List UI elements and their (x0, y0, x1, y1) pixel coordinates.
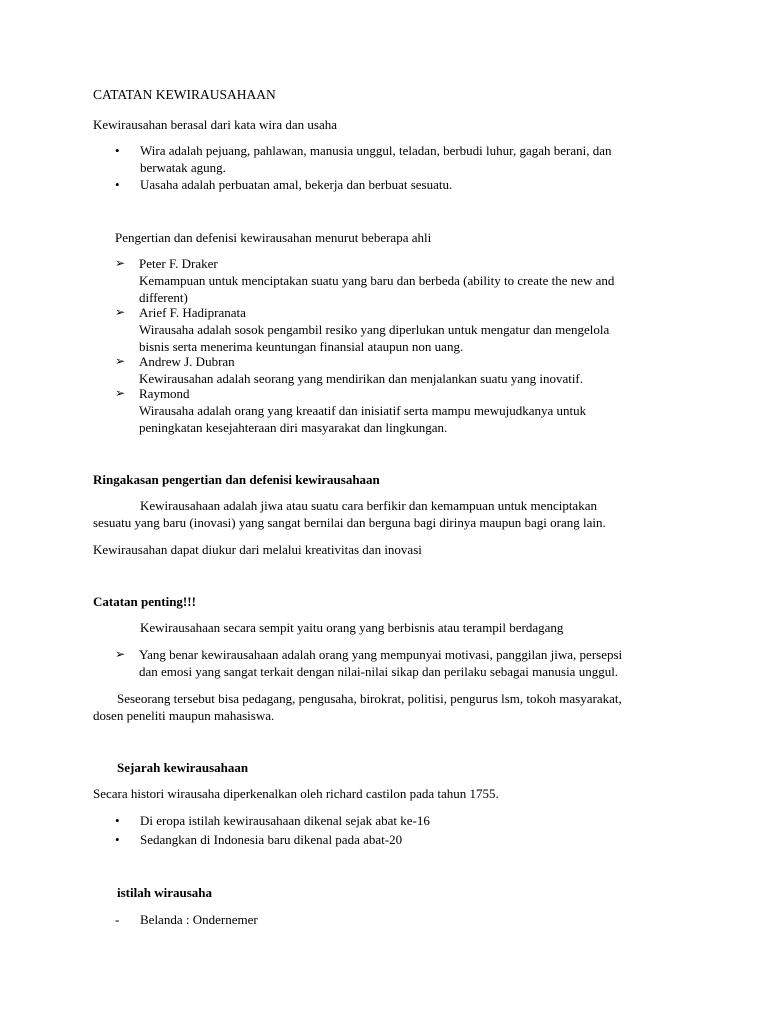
dash-marker: - (115, 912, 120, 927)
bullet-marker: • (115, 143, 120, 158)
expert-item (115, 385, 675, 436)
list-item (115, 176, 675, 193)
bullet-marker: • (115, 832, 120, 847)
arrow-marker: ➢ (115, 354, 126, 368)
list-item-text: Sedangkan di Indonesia baru dikenal pada abat-20 (140, 832, 403, 847)
important-heading: Catatan penting!!! (93, 594, 196, 609)
list-item-text: Di eropa istilah kewirausahaan dikenal sejak abat ke-16 (140, 813, 430, 828)
document-title: CATATAN KEWIRAUSAHAAN (93, 87, 276, 102)
expert-item (115, 255, 675, 306)
summary-paragraph: Kewirausahan dapat diukur dari melalui kreativitas dan inovasi (93, 542, 422, 557)
list-item-text: Wira adalah pejuang, pahlawan, manusia unggul, teladan, berbudi luhur, gagah berani, dan (140, 143, 612, 158)
list-item-text: Belanda : Ondernemer (140, 912, 258, 927)
list-item-text: berwatak agung. (140, 160, 226, 175)
summary-heading: Ringakasan pengertian dan defenisi kewirausahaan (93, 472, 380, 487)
important-paragraph: Kewirausahaan secara sempit yaitu orang yang berbisnis atau terampil berdagang (140, 620, 564, 635)
list-item-text: Uasaha adalah perbuatan amal, bekerja dan berbuat sesuatu. (140, 177, 453, 192)
important-item-text: Yang benar kewirausahaan adalah orang yang mempunyai motivasi, panggilan jiwa, persepsi (139, 647, 623, 662)
important-item-text: dan emosi yang sangat terkait dengan nilai-nilai sikap dan perilaku sebagai manusia unggul. (139, 664, 619, 679)
arrow-marker: ➢ (115, 305, 126, 319)
expert-definition: Wirausaha adalah orang yang kreaatif dan inisiatif serta mampu mewujudkanya untuk (139, 403, 587, 418)
intro-paragraph: Kewirausahan berasal dari kata wira dan usaha (93, 117, 337, 132)
expert-definition: different) (139, 290, 188, 305)
expert-definition: Kemampuan untuk menciptakan suatu yang baru dan berbeda (ability to create the new and (139, 273, 615, 288)
expert-item (115, 304, 675, 355)
important-item (115, 646, 675, 680)
summary-paragraph-line: Kewirausahaan adalah jiwa atau suatu cara berfikir dan kemampuan untuk menciptakan (140, 498, 597, 513)
expert-definition: peningkatan kesejahteraan diri masyarakat dan lingkungan. (139, 420, 448, 435)
bullet-marker: • (115, 177, 120, 192)
expert-name: Raymond (139, 386, 190, 401)
important-paragraph-line: Seseorang tersebut bisa pedagang, pengusaha, birokrat, politisi, pengurus lsm, tokoh masyarakat, (117, 691, 622, 706)
arrow-marker: ➢ (115, 647, 126, 661)
experts-heading: Pengertian dan defenisi kewirausahan menurut beberapa ahli (115, 230, 432, 245)
expert-item (115, 353, 675, 387)
bullet-marker: • (115, 813, 120, 828)
list-item (115, 911, 675, 928)
expert-name: Peter F. Draker (139, 256, 218, 271)
list-item (115, 812, 675, 829)
arrow-marker: ➢ (115, 256, 126, 270)
list-item (115, 142, 675, 176)
history-heading: Sejarah kewirausahaan (117, 760, 249, 775)
terms-heading: istilah wirausaha (117, 885, 212, 900)
expert-name: Arief F. Hadipranata (139, 305, 246, 320)
expert-name: Andrew J. Dubran (139, 354, 235, 369)
expert-definition: bisnis serta menerima keuntungan finansial ataupun non uang. (139, 339, 464, 354)
arrow-marker: ➢ (115, 386, 126, 400)
summary-paragraph-line: sesuatu yang baru (inovasi) yang sangat bernilai dan berguna bagi dirinya maupun bagi orang lain. (93, 515, 606, 530)
expert-definition: Kewirausahan adalah seorang yang mendirikan dan menjalankan suatu yang inovatif. (139, 371, 584, 386)
history-paragraph: Secara histori wirausaha diperkenalkan oleh richard castilon pada tahun 1755. (93, 786, 499, 801)
important-paragraph-line: dosen peneliti maupun mahasiswa. (93, 708, 275, 723)
expert-definition: Wirausaha adalah sosok pengambil resiko yang diperlukan untuk mengatur dan mengelola (139, 322, 610, 337)
list-item (115, 831, 675, 848)
